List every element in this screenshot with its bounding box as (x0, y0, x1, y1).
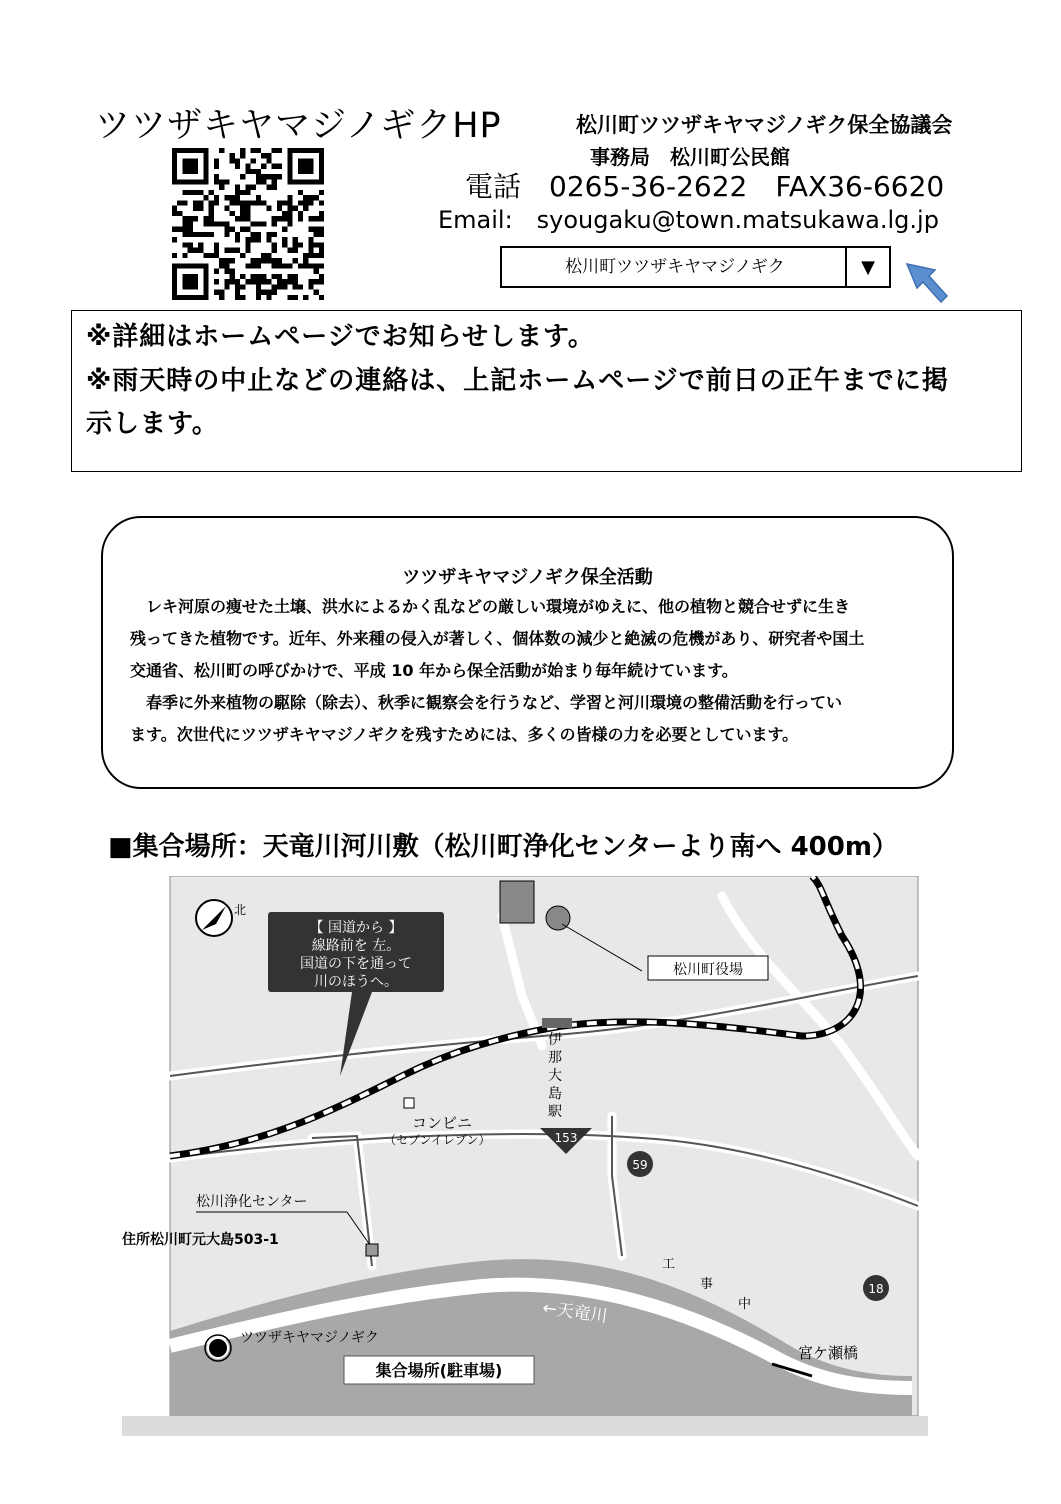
activity-box (101, 516, 954, 789)
map-callout-line: 【 国道から 】 (309, 920, 403, 936)
office-info: 事務局 松川町公民館 (590, 145, 790, 169)
meeting-place-heading: ■集合場所：天竜川河川敷（松川町浄化センターより南へ 400m） (108, 832, 898, 862)
station-label: 島 (548, 1086, 562, 1102)
notice-box (71, 310, 1022, 472)
town-hall-label: 松川町役場 (673, 962, 743, 978)
search-query[interactable]: 松川町ツツザキヤマジノギク (565, 257, 785, 277)
activity-text: 交通省、松川町の呼びかけで、平成 10 年から保全活動が始まり毎年続けています。 (130, 661, 738, 680)
activity-title: ツツザキヤマジノギク保全活動 (402, 567, 653, 588)
route-59-label: 59 (632, 1158, 648, 1172)
convenience-store-label: コンビニ (412, 1114, 473, 1132)
route-153-label: 153 (554, 1131, 578, 1145)
flower-site-label: ツツザキヤマジノギク (240, 1330, 379, 1346)
map-callout-line: 国道の下を通って (300, 956, 412, 972)
river-label: ←天竜川 (541, 1298, 609, 1328)
access-map (122, 876, 928, 1436)
activity-text: ます。次世代にツツザキヤマジノギクを残すためには、多くの皆様の力を必要としています。 (130, 725, 799, 744)
station-label: 伊 (548, 1032, 562, 1048)
station-label: 那 (548, 1050, 562, 1066)
meeting-point-label: 集合場所(駐車場) (375, 1361, 503, 1380)
search-dropdown-button[interactable]: ▼ (845, 248, 889, 286)
purification-center-label: 松川浄化センター (196, 1194, 308, 1210)
notice-line: ※詳細はホームページでお知らせします。 (86, 322, 595, 352)
construction-label: 工 (662, 1257, 676, 1272)
qr-code[interactable] (172, 148, 324, 300)
convenience-store-sublabel: （セブンイレブン） (384, 1133, 491, 1147)
compass-label: 北 (234, 903, 247, 917)
activity-text: レキ河原の痩せた土壌、洪水によるかく乱などの厳しい環境がゆえに、他の植物と競合せずに生き (130, 597, 851, 616)
address-label: 住所松川町元大島503-1 (122, 1232, 279, 1248)
pointer-arrow-icon (905, 262, 951, 304)
map-callout-line: 川のほうへ。 (314, 974, 398, 990)
map-callout-line: 線路前を 左。 (311, 938, 401, 954)
construction-label: 中 (738, 1297, 752, 1312)
activity-text: 春季に外来植物の駆除（除去）、秋季に観察会を行うなど、学習と河川環境の整備活動を行ってい (130, 693, 843, 712)
email-address[interactable]: Email: syougaku@town.matsukawa.lg.jp (438, 206, 939, 234)
notice-line: 示します。 (86, 409, 219, 439)
organization-name: 松川町ツツザキヤマジノギク保全協議会 (576, 113, 953, 137)
notice-line: ※雨天時の中止などの連絡は、上記ホームページで前日の正午までに掲 (86, 366, 949, 396)
station-label: 駅 (548, 1104, 562, 1120)
bridge-label: 宮ケ瀬橋 (798, 1344, 859, 1362)
hp-title: ツツザキヤマジノギクHP (95, 106, 502, 146)
construction-label: 事 (700, 1277, 714, 1292)
station-label: 大 (548, 1068, 562, 1084)
search-box[interactable] (500, 246, 891, 288)
route-18-label: 18 (868, 1282, 884, 1296)
phone-fax: 電話 0265-36-2622 FAX36-6620 (465, 170, 945, 203)
activity-text: 残ってきた植物です。近年、外来種の侵入が著しく、個体数の減少と絶滅の危機があり、研究者や国土 (130, 629, 865, 648)
